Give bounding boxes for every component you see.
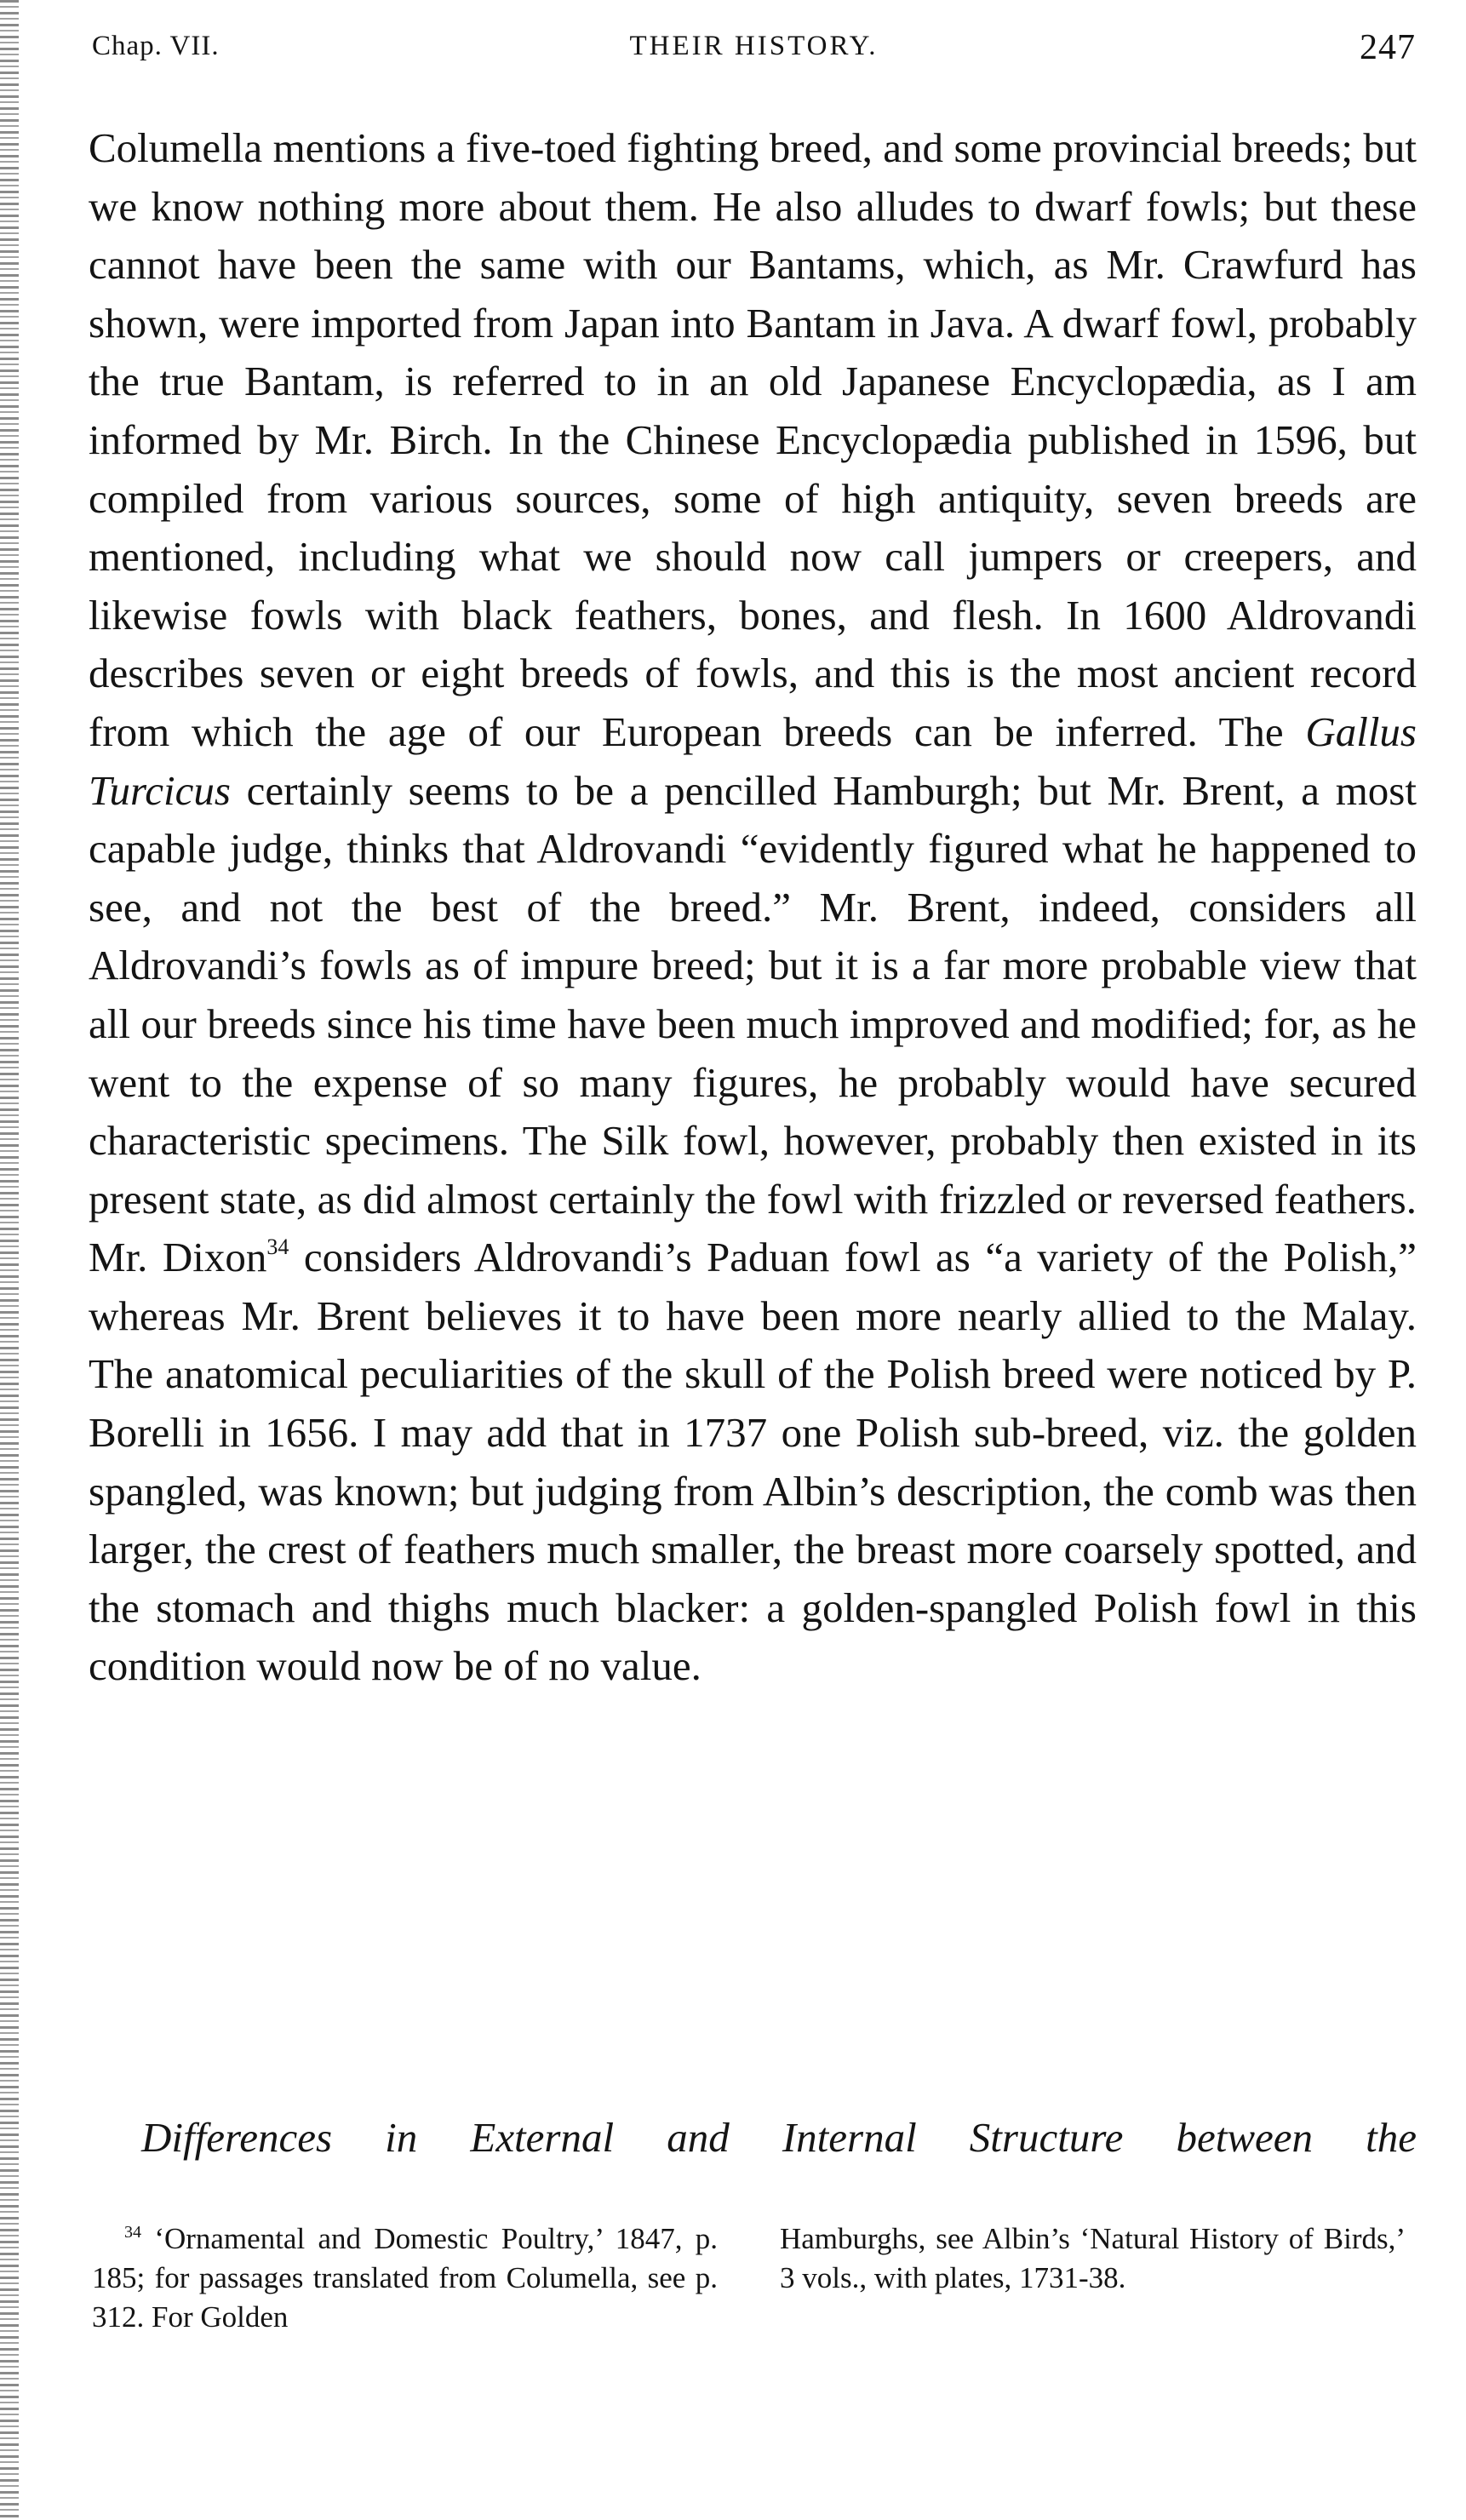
chapter-label: Chap. VII. <box>92 31 220 61</box>
body-text-part-1: Columella mentions a five-toed fighting breed, and some provincial breeds; but we know nothing more about them. He also alludes to dwarf fowls; but these cannot have been the same with our Bantams, which, as Mr. Crawfurd has shown, were imported from Japan into Bantam in Java. A dwarf fowl, probably the true Bantam, is referred to in an old Japanese Encyclopædia, as I am informed by Mr. Birch. In the Chinese Encyclopædia published in 1596, but compiled from various sources, some of high antiquity, seven breeds are mentioned, including what we should now call jumpers or creepers, and likewise fowls with black feathers, bones, and flesh. In 1600 Aldrovandi describes seven or eight breeds of fowls, and this is the most ancient record from which the age of our European breeds can be inferred. The <box>89 124 1417 755</box>
body-paragraph <box>89 119 1417 1696</box>
footnote-right-column <box>780 2219 1406 2298</box>
page-number: 247 <box>1360 28 1416 67</box>
body-text-part-3: considers Aldrovandi’s Paduan fowl as “a variety of the Polish,” whereas Mr. Brent believes it to have been more nearly allied to the Malay. The anatomical peculiarities of the skull of the Polish breed were noticed by P. Borelli in 1656. I may add that in 1737 one Polish sub-breed, viz. the golden spangled, was known; but judging from Albin’s description, the comb was then larger, the crest of feathers much smaller, the breast more coarsely spotted, and the stomach and thighs much blacker: a golden-spangled Polish fowl in this condition would now be of no value. <box>89 1234 1417 1690</box>
footnote-text-right: Hamburghs, see Albin’s ‘Natural History of Birds,’ 3 vols., with plates, 1731-38. <box>780 2222 1406 2294</box>
body-text-part-2: certainly seems to be a pencilled Hamburgh; but Mr. Brent, a most capable judge, thinks that Aldrovandi “evidently figured what he happened to see, and not the best of the breed.” Mr. Brent, indeed, considers all Aldrovandi’s fowls as of impure breed; but it is a far more probable view that all our breeds since his time have been much improved and modified; for, as he went to the expense of so many figures, he probably would have secured characteristic specimens. The Silk fowl, however, probably then existed in its present state, as did almost certainly the fowl with frizzled or reversed feathers. Mr. Dixon <box>89 766 1417 1281</box>
running-head <box>92 28 1416 73</box>
footnote-mark: 34 <box>124 2223 141 2242</box>
footnote-reference: 34 <box>266 1234 289 1260</box>
footnote-text-left: ‘Ornamental and Domestic Poultry,’ 1847, p. 185; for passages translated from Columella, see p. 312. For Golden <box>92 2222 719 2334</box>
section-heading: Differences in External and Internal Structure between the <box>141 2114 1417 2161</box>
running-title: THEIR HISTORY. <box>629 31 879 61</box>
body-text <box>89 119 1417 1696</box>
species-name: Gallus Turcicus <box>89 707 1417 814</box>
footnote-left-column <box>92 2219 718 2337</box>
page-binding-edge <box>0 0 19 2520</box>
